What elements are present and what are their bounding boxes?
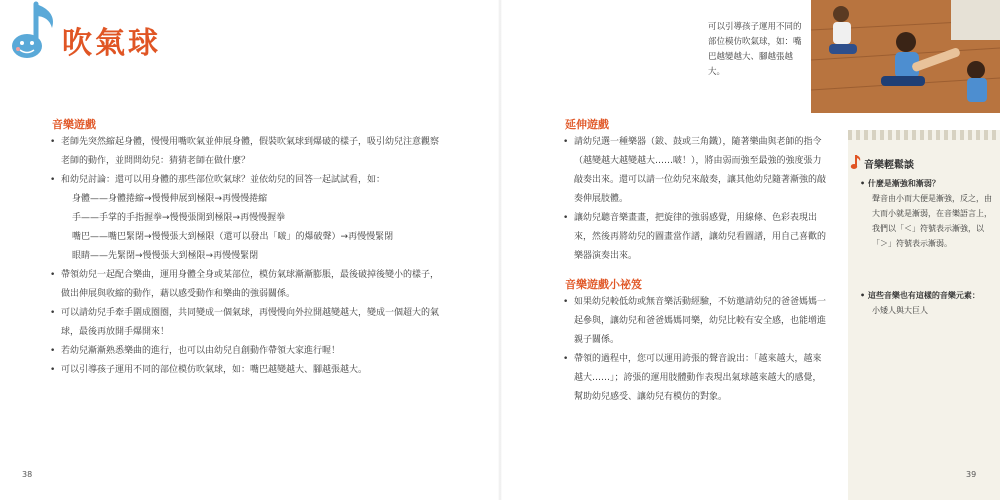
list-item: • 帶領的過程中，您可以運用誇張的聲音說出：「越來越大，越來越大……」；誇張的運用肢體動作表現出氣球越來越大的感覺，幫助幼兒感受、讓幼兒有模仿的對象。 [563, 354, 822, 402]
list-item: • 可以引導孩子運用不同的部位模仿吹氣球，如：嘴巴越變越大、腳越張越大。 [50, 365, 368, 375]
example-line: 眼睛——先緊閉→慢慢張大到極限→再慢慢緊閉 [72, 251, 259, 261]
music-talk-sidebar [848, 130, 1000, 500]
list-item: • 帶領幼兒一起配合樂曲，運用身體全身或某部位，模仿氣球漸漸膨脹，最後破掉後變小的樣子，做出伸展與收縮的動作，藉以感受動作和樂曲的強弱關係。 [50, 270, 440, 299]
list-item: • 老師先突然縮起身體，慢慢用嘴吹氣並伸展身體，假裝吹氣球到爆破的樣子，吸引幼兒注意觀察老師的動作，並問問幼兒：猜猜老師在做什麼？ [50, 137, 440, 166]
example-line: 嘴巴——嘴巴緊閉→慢慢張大到極限（還可以發出「啵」的爆破聲）→再慢慢緊閉 [72, 232, 394, 242]
list-item: • 和幼兒討論：還可以用身體的那些部位吹氣球？並依幼兒的回答一起試試看，如： 身體——身體捲縮→慢慢伸展到極限→再慢慢捲縮 手——手掌的手指握拳→慢慢張開到極限→再慢慢握拳 嘴巴——嘴巴緊閉→慢慢張大到極限（還可以發出「啵」的爆破聲）→再慢慢緊閉 眼睛——先緊閉→慢慢張大到極限→再慢慢緊閉 [50, 171, 440, 266]
sidebar-heading: 音樂輕鬆談 [864, 160, 914, 171]
sidebar-divider [848, 130, 1000, 140]
list-item: • 如果幼兒較低幼或無音樂活動經驗，不妨邀請幼兒的爸爸媽媽一起參與，讓幼兒和爸爸媽媽同樂，幼兒比較有安全感，也能增進親子關係。 [563, 297, 827, 345]
music-note-icon [850, 154, 862, 170]
list-item: • 若幼兒漸漸熟悉樂曲的進行，也可以由幼兒自創動作帶領大家進行喔！ [50, 346, 341, 356]
music-game-list [50, 133, 440, 380]
tips-list [563, 293, 829, 407]
example-line: 身體——身體捲縮→慢慢伸展到極限→再慢慢捲縮 [72, 194, 268, 204]
page-number-left: 38 [22, 470, 33, 479]
photo-caption: 可以引導孩子運用不同的部位模仿吹氣球，如：嘴巴越變越大、腳越張越大。 [708, 22, 802, 77]
list-item: • 讓幼兒聽音樂畫畫，把旋律的強弱感覺，用線條、色彩表現出來，然後再將幼兒的圖畫當作譜，讓幼兒看圖譜，用自己喜歡的樂器演奏出來。 [563, 213, 827, 261]
sidebar-question: 這些音樂也有這樣的音樂元素： [867, 291, 980, 300]
page-title: 吹氣球 [62, 26, 161, 61]
sidebar-qa-1: • 什麼是漸強和漸弱？ 聲音由小而大便是漸強，反之，由大而小就是漸弱，在音樂語言上，我們以「＜」符號表示漸強，以「＞」符號表示漸弱。 [860, 176, 992, 251]
section-heading-music-game: 音樂遊戲 [52, 118, 96, 131]
section-heading-tips: 音樂遊戲小祕笈 [565, 278, 642, 291]
sidebar-question: 什麼是漸強和漸弱？ [867, 179, 940, 188]
list-item: • 請幼兒選一種樂器（鈸、鼓或三角鐵），隨著樂曲與老師的指令（越變越大越變越大……啵！），將由弱而強至最強的強度張力敲奏出來。還可以請一位幼兒來敲奏，讓其他幼兒隨著漸強的敲奏伸展肢體。 [563, 137, 827, 204]
list-item: • 可以請幼兒手牽手圍成圈圈，共同變成一個氣球，再慢慢向外拉開越變越大，變成一個超大的氣球，最後再放開手爆開來！ [50, 308, 440, 337]
section-heading-extension: 延伸遊戲 [565, 118, 609, 131]
music-note-mascot-icon [6, 0, 62, 64]
photo-illustration [811, 0, 1000, 113]
sidebar-answer: 聲音由小而大便是漸強，反之，由大而小就是漸弱，在音樂語言上，我們以「＜」符號表示漸強，以「＞」符號表示漸弱。 [872, 194, 992, 248]
page-number-right: 39 [966, 470, 977, 479]
title-block [6, 0, 206, 70]
extension-list [563, 133, 829, 266]
sidebar-qa-2: • 這些音樂也有這樣的音樂元素： 小矮人與大巨人 [860, 288, 992, 318]
children-photo [811, 0, 1000, 113]
sidebar-answer: 小矮人與大巨人 [872, 306, 928, 315]
example-line: 手——手掌的手指握拳→慢慢張開到極限→再慢慢握拳 [72, 213, 286, 223]
